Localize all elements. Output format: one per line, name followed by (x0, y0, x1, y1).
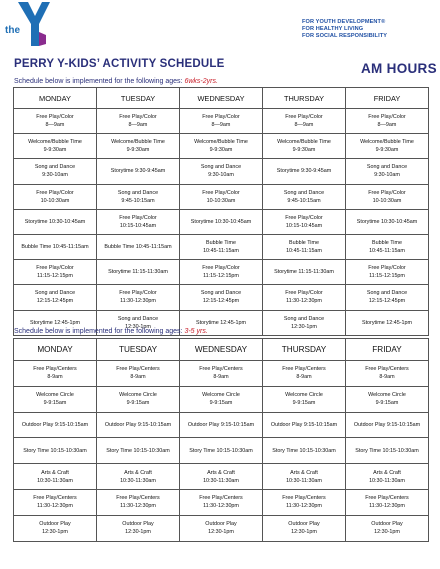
schedule-table-infants (13, 87, 429, 336)
schedule-cell (14, 260, 97, 285)
schedule-cell (14, 464, 97, 490)
activity-text: 9-9:30am (292, 147, 316, 154)
activity-text: 9:30-10am (208, 172, 234, 179)
activity-text: 9-9:15am (375, 400, 399, 407)
activity-text: 9:30-10am (374, 172, 400, 179)
activity-text: 11:30-12:30pm (120, 298, 156, 305)
activity-text: 9-9:30am (375, 147, 399, 154)
activity-text: 12:30-1pm (42, 529, 68, 536)
activity-text: Free Play/Centers (199, 366, 243, 373)
activity-text: Free Play/Color (368, 265, 406, 272)
am-hours-heading: AM HOURS (361, 61, 437, 76)
schedule-cell (14, 412, 97, 438)
activity-text: 8-9am (379, 374, 395, 381)
table-row (14, 184, 429, 209)
activity-text: Outdoor Play (205, 521, 237, 528)
activity-text: 8—9am (377, 122, 397, 129)
page-title: PERRY Y-KIDS’ ACTIVITY SCHEDULE (14, 58, 225, 70)
day-header: MONDAY (14, 88, 97, 109)
table-row (14, 412, 429, 438)
schedule-cell (97, 209, 180, 234)
schedule-cell (180, 464, 263, 490)
activity-text: 11:15-12:15pm (37, 273, 73, 280)
activity-text: Storytime 9:30-9:45am (110, 168, 166, 175)
activity-text: Welcome/Bubble Time (28, 139, 82, 146)
schedule-cell (263, 285, 346, 310)
day-header: MONDAY (14, 339, 97, 361)
activity-text: Storytime 10:30-10:45am (24, 218, 86, 225)
activity-text: Free Play/Color (202, 114, 240, 121)
activity-text: 12:30-1pm (208, 529, 234, 536)
activity-text: Song and Dance (283, 189, 325, 196)
activity-text: 11:30-12:30pm (203, 503, 239, 510)
activity-text: 10-10:30am (40, 197, 70, 204)
schedule-cell (97, 184, 180, 209)
schedule-cell (263, 412, 346, 438)
schedule-table-preschool (13, 338, 429, 542)
activity-text: 10-10:30am (372, 197, 402, 204)
schedule-cell (180, 285, 263, 310)
activity-text: Bubble Time 10:45-11:15am (104, 244, 172, 251)
schedule-cell (263, 515, 346, 541)
schedule-cell (14, 134, 97, 159)
schedule-cell (346, 285, 429, 310)
schedule-cell (180, 489, 263, 515)
schedule-cell (346, 386, 429, 412)
activity-text: Storytime 12:45-1pm (195, 319, 247, 326)
activity-text: 12:15-12:45pm (368, 298, 406, 305)
table-row (14, 109, 429, 134)
activity-text: 11:30-12:30pm (120, 503, 156, 510)
table-row (14, 209, 429, 234)
activity-text: Outdoor Play 9:15-10:15am (21, 421, 89, 428)
activity-text: Story Time 10:15-10:30am (355, 447, 419, 454)
schedule-cell (97, 285, 180, 310)
activity-text: Welcome Circle (36, 392, 74, 399)
activity-text: Free Play/Centers (282, 366, 326, 373)
activity-text: 10:30-11:30am (120, 477, 156, 484)
activity-text: 9-9:15am (209, 400, 233, 407)
activity-text: Free Play/Centers (282, 495, 326, 502)
schedule-cell (346, 209, 429, 234)
schedule-cell (14, 285, 97, 310)
activity-text: 11:15-12:15pm (369, 273, 405, 280)
schedule-cell (97, 438, 180, 464)
logo-text: the (5, 25, 20, 36)
activity-text: Story Time 10:15-10:30am (272, 447, 336, 454)
activity-text: Storytime 10:30-10:45am (356, 218, 418, 225)
schedule-cell (14, 361, 97, 387)
day-header: TUESDAY (97, 339, 180, 361)
schedule-cell (14, 209, 97, 234)
activity-text: Bubble Time 10:45-11:15am (21, 244, 89, 251)
activity-text: Welcome Circle (368, 392, 406, 399)
day-header: FRIDAY (346, 339, 429, 361)
schedule-cell (97, 515, 180, 541)
subtitle-ages: 6wks-2yrs. (184, 78, 218, 85)
schedule-cell (180, 386, 263, 412)
activity-text: 8—9am (294, 122, 314, 129)
schedule-cell (97, 464, 180, 490)
activity-text: Outdoor Play (288, 521, 320, 528)
activity-text: 12:15-12:45pm (36, 298, 74, 305)
activity-text: Free Play/Centers (116, 366, 160, 373)
section2-subtitle (14, 328, 208, 335)
schedule-cell (346, 134, 429, 159)
schedule-cell (263, 260, 346, 285)
activity-text: 12:30-1pm (291, 323, 317, 330)
schedule-cell (346, 184, 429, 209)
activity-text: Welcome/Bubble Time (277, 139, 331, 146)
table-row (14, 489, 429, 515)
schedule-cell (180, 361, 263, 387)
activity-text: 9-9:15am (292, 400, 316, 407)
schedule-cell (180, 134, 263, 159)
activity-text: Arts & Craft (41, 469, 69, 476)
activity-text: Song and Dance (200, 164, 242, 171)
schedule-cell (263, 234, 346, 259)
tagline-line: FOR HEALTHY LIVING (302, 26, 364, 33)
activity-text: 9-9:30am (126, 147, 150, 154)
activity-text: Storytime 10:30-10:45am (190, 218, 252, 225)
tagline-line: FOR YOUTH DEVELOPMENT® (302, 19, 386, 25)
schedule-cell (180, 412, 263, 438)
schedule-cell (180, 515, 263, 541)
activity-text: 10:45-11:15am (203, 248, 239, 255)
activity-text: 11:30-12:30pm (286, 503, 322, 510)
activity-text: Storytime 11:15-11:30am (274, 269, 334, 276)
activity-text: Arts & Craft (290, 469, 318, 476)
schedule-cell (346, 361, 429, 387)
schedule-cell (180, 260, 263, 285)
activity-text: Free Play/Color (119, 214, 157, 221)
schedule-cell (263, 109, 346, 134)
activity-text: Outdoor Play 9:15-10:15am (104, 421, 172, 428)
activity-text: Free Play/Color (285, 214, 323, 221)
activity-text: Outdoor Play 9:15-10:15am (353, 421, 421, 428)
schedule-cell (14, 515, 97, 541)
activity-text: 8—9am (211, 122, 231, 129)
subtitle-prefix: Schedule below is implemented for the following ages: (14, 78, 183, 85)
subtitle-ages: 3-5 yrs. (184, 328, 208, 335)
activity-text: 12:15-12:45pm (202, 298, 240, 305)
schedule-cell (346, 515, 429, 541)
activity-text: Bubble Time (289, 240, 319, 247)
day-header: WEDNESDAY (180, 88, 263, 109)
activity-text: Bubble Time (206, 240, 236, 247)
schedule-cell (14, 109, 97, 134)
activity-text: Free Play/Centers (116, 495, 160, 502)
activity-text: Welcome Circle (285, 392, 323, 399)
schedule-cell (346, 438, 429, 464)
table-row (14, 285, 429, 310)
activity-text: 10:30-11:30am (37, 477, 73, 484)
activity-text: 8-9am (296, 374, 312, 381)
activity-text: Song and Dance (366, 164, 408, 171)
activity-text: Free Play/Color (285, 114, 323, 121)
activity-text: Song and Dance (117, 189, 159, 196)
activity-text: 12:30-1pm (125, 323, 151, 330)
schedule-cell (97, 412, 180, 438)
activity-text: 8—9am (45, 122, 65, 129)
activity-text: 9-9:30am (43, 147, 67, 154)
schedule-cell (97, 234, 180, 259)
schedule-cell (97, 109, 180, 134)
schedule-cell (346, 412, 429, 438)
activity-text: 11:30-12:30pm (37, 503, 73, 510)
activity-text: 8—9am (128, 122, 148, 129)
activity-text: Welcome/Bubble Time (111, 139, 165, 146)
schedule-cell (263, 184, 346, 209)
activity-text: Welcome Circle (202, 392, 240, 399)
activity-text: Free Play/Color (368, 189, 406, 196)
tagline-line: FOR SOCIAL RESPONSIBILITY (302, 33, 388, 40)
activity-text: Free Play/Color (36, 114, 74, 121)
schedule-cell (14, 159, 97, 184)
activity-text: Welcome/Bubble Time (194, 139, 248, 146)
activity-text: 10:45-11:15am (369, 248, 405, 255)
schedule-cell (346, 310, 429, 335)
activity-text: Bubble Time (372, 240, 402, 247)
activity-text: 9:45-10:15am (287, 197, 321, 204)
activity-text: Story Time 10:15-10:30am (23, 447, 87, 454)
activity-text: 10:15-10:45am (285, 222, 323, 229)
activity-text: Free Play/Centers (365, 495, 409, 502)
subtitle-prefix: Schedule below is implemented for the following ages: (14, 328, 183, 335)
activity-text: Storytime 11:15-11:30am (108, 269, 168, 276)
activity-text: Storytime 12:45-1pm (361, 319, 413, 326)
activity-text: Free Play/Centers (365, 366, 409, 373)
day-header: TUESDAY (97, 88, 180, 109)
schedule-cell (180, 159, 263, 184)
day-header: FRIDAY (346, 88, 429, 109)
activity-text: 11:15-12:15pm (203, 273, 239, 280)
table-row (14, 464, 429, 490)
activity-text: Free Play/Color (119, 114, 157, 121)
activity-text: Free Play/Color (368, 114, 406, 121)
activity-text: Song and Dance (200, 290, 242, 297)
schedule-cell (346, 464, 429, 490)
activity-text: Welcome/Bubble Time (360, 139, 414, 146)
activity-text: Song and Dance (366, 290, 408, 297)
activity-text: 9:30-10am (42, 172, 68, 179)
schedule-cell (346, 159, 429, 184)
schedule-cell (97, 159, 180, 184)
activity-text: 10-10:30am (206, 197, 236, 204)
activity-text: Outdoor Play (39, 521, 71, 528)
table-row (14, 234, 429, 259)
schedule-cell (180, 184, 263, 209)
activity-text: Story Time 10:15-10:30am (189, 447, 253, 454)
activity-text: Outdoor Play 9:15-10:15am (187, 421, 255, 428)
activity-text: 10:30-11:30am (369, 477, 405, 484)
activity-text: Free Play/Color (202, 265, 240, 272)
schedule-cell (97, 134, 180, 159)
activity-text: Arts & Craft (124, 469, 152, 476)
schedule-cell (14, 386, 97, 412)
schedule-cell (263, 134, 346, 159)
activity-text: 11:30-12:30pm (286, 298, 322, 305)
schedule-cell (14, 184, 97, 209)
activity-text: Arts & Craft (373, 469, 401, 476)
schedule-cell (97, 260, 180, 285)
activity-text: Free Play/Centers (33, 366, 77, 373)
activity-text: 12:30-1pm (125, 529, 151, 536)
activity-text: Story Time 10:15-10:30am (106, 447, 170, 454)
activity-text: 8-9am (130, 374, 146, 381)
activity-text: 10:45-11:15am (286, 248, 322, 255)
activity-text: Arts & Craft (207, 469, 235, 476)
activity-text: Song and Dance (117, 315, 159, 322)
schedule-cell (97, 361, 180, 387)
activity-text: Free Play/Color (36, 265, 74, 272)
schedule-cell (346, 109, 429, 134)
activity-text: Free Play/Color (36, 189, 74, 196)
tagline (302, 19, 422, 41)
activity-text: 9-9:15am (43, 400, 67, 407)
day-header: WEDNESDAY (180, 339, 263, 361)
activity-text: 10:15-10:45am (119, 222, 157, 229)
table-row (14, 159, 429, 184)
activity-text: Free Play/Color (285, 290, 323, 297)
day-header: THURSDAY (263, 339, 346, 361)
schedule-cell (180, 438, 263, 464)
schedule-cell (97, 489, 180, 515)
schedule-cell (263, 489, 346, 515)
activity-text: 9:45-10:15am (121, 197, 155, 204)
day-header: THURSDAY (263, 88, 346, 109)
table-row (14, 386, 429, 412)
table-row (14, 134, 429, 159)
activity-text: 10:30-11:30am (286, 477, 322, 484)
activity-text: 9-9:15am (126, 400, 150, 407)
schedule-cell (180, 209, 263, 234)
schedule-cell (346, 489, 429, 515)
schedule-cell (263, 310, 346, 335)
activity-text: Storytime 12:45-1pm (29, 319, 81, 326)
activity-text: Outdoor Play (371, 521, 403, 528)
schedule-cell (14, 489, 97, 515)
schedule-cell (346, 260, 429, 285)
schedule-cell (263, 209, 346, 234)
schedule-cell (263, 464, 346, 490)
schedule-cell (263, 438, 346, 464)
day-header-row (14, 339, 429, 361)
schedule-cell (97, 386, 180, 412)
activity-text: 10:30-11:30am (203, 477, 239, 484)
activity-text: Outdoor Play 9:15-10:15am (270, 421, 338, 428)
activity-text: 11:30-12:30pm (369, 503, 405, 510)
day-header-row (14, 88, 429, 109)
schedule-cell (180, 109, 263, 134)
activity-text: Free Play/Color (119, 290, 157, 297)
activity-text: Storytime 9:30-9:45am (276, 168, 332, 175)
schedule-cell (14, 234, 97, 259)
activity-text: Free Play/Centers (199, 495, 243, 502)
activity-text: 8-9am (47, 374, 63, 381)
activity-text: Welcome Circle (119, 392, 157, 399)
activity-text: Song and Dance (34, 164, 76, 171)
schedule-cell (263, 361, 346, 387)
activity-text: 12:30-1pm (291, 529, 317, 536)
activity-text: Song and Dance (283, 315, 325, 322)
activity-text: Free Play/Color (202, 189, 240, 196)
table-row (14, 515, 429, 541)
table-row (14, 361, 429, 387)
activity-text: 9-9:30am (209, 147, 233, 154)
activity-text: 8-9am (213, 374, 229, 381)
schedule-cell (263, 386, 346, 412)
schedule-cell (346, 234, 429, 259)
schedule-cell (14, 438, 97, 464)
schedule-cell (263, 159, 346, 184)
schedule-cell (180, 234, 263, 259)
table-row (14, 438, 429, 464)
activity-text: 12:30-1pm (374, 529, 400, 536)
activity-text: Song and Dance (34, 290, 76, 297)
section1-subtitle (14, 78, 218, 85)
activity-text: Free Play/Centers (33, 495, 77, 502)
ymca-logo-icon (4, 2, 50, 46)
table-row (14, 260, 429, 285)
activity-text: Outdoor Play (122, 521, 154, 528)
